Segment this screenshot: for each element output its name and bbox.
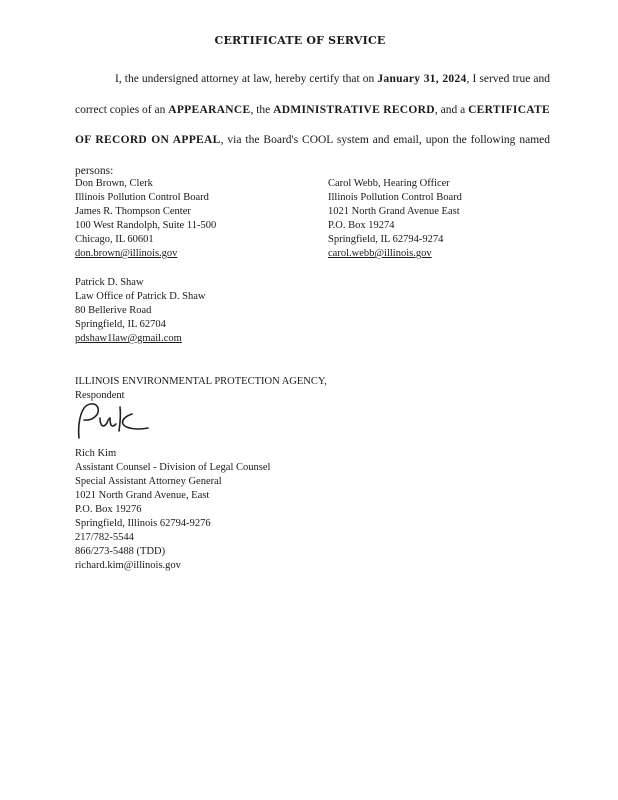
- para-text-3: , the: [250, 103, 274, 116]
- party-role: Respondent: [75, 390, 125, 401]
- shaw-firm: Law Office of Patrick D. Shaw: [75, 291, 206, 302]
- para-text-1: I, the undersigned attorney at law, hereby certify that on: [115, 73, 378, 85]
- signatory-address-1: 1021 North Grand Avenue, East: [75, 490, 210, 501]
- clerk-building: James R. Thompson Center: [75, 206, 191, 217]
- shaw-email-link[interactable]: pdshaw1law@gmail.com: [75, 333, 182, 344]
- clerk-email-link[interactable]: don.brown@illinois.gov: [75, 248, 178, 259]
- document-appearance: APPEARANCE: [168, 103, 251, 116]
- signatory-email[interactable]: richard.kim@illinois.gov: [75, 560, 181, 571]
- hearing-officer-name: Carol Webb, Hearing Officer: [328, 178, 450, 189]
- document-certificate-of-record: CERTIFICATE OF RECORD ON APPEAL: [75, 103, 550, 146]
- para-text-5: , via the Board's COOL system and email, upon the following named persons:: [75, 134, 550, 177]
- signatory-address-3: Springfield, Illinois 62794-9276: [75, 518, 211, 529]
- certification-paragraph: [75, 64, 550, 186]
- hearing-officer-pobox: P.O. Box 19274: [328, 220, 395, 231]
- para-text-4: , and a: [434, 103, 469, 116]
- hearing-officer-street: 1021 North Grand Avenue East: [328, 206, 460, 217]
- clerk-street: 100 West Randolph, Suite 11-500: [75, 220, 217, 231]
- signatory-tdd: 866/273-5488 (TDD): [75, 546, 166, 557]
- service-date: January 31, 2024: [377, 73, 467, 85]
- signatory-name: Rich Kim: [75, 448, 117, 459]
- signatory-phone: 217/782-5544: [75, 532, 134, 543]
- clerk-name: Don Brown, Clerk: [75, 178, 153, 189]
- recipient-shaw: [75, 276, 205, 346]
- agency-name: ILLINOIS ENVIRONMENTAL PROTECTION AGENCY,: [75, 376, 327, 387]
- hearing-officer-city: Springfield, IL 62794-9274: [328, 234, 444, 245]
- signatory-title-2: Special Assistant Attorney General: [75, 476, 222, 487]
- signatory-details: [75, 447, 270, 573]
- para-text-2: , I served true and correct copies of an: [75, 73, 550, 116]
- hearing-officer-org: Illinois Pollution Control Board: [328, 192, 462, 203]
- hearing-officer-email-link[interactable]: carol.webb@illinois.gov: [328, 248, 432, 259]
- clerk-city: Chicago, IL 60601: [75, 234, 154, 245]
- signatory-address-2: P.O. Box 19276: [75, 504, 142, 515]
- shaw-city: Springfield, IL 62704: [75, 319, 166, 330]
- signatory-title-1: Assistant Counsel - Division of Legal Counsel: [75, 462, 271, 473]
- recipient-hearing-officer: [328, 177, 462, 261]
- shaw-name: Patrick D. Shaw: [75, 277, 144, 288]
- document-administrative-record: ADMINISTRATIVE RECORD: [273, 103, 435, 116]
- page-title: CERTIFICATE OF SERVICE: [214, 34, 386, 47]
- clerk-org: Illinois Pollution Control Board: [75, 192, 209, 203]
- recipient-clerk: [75, 177, 216, 261]
- handwritten-signature: [70, 398, 160, 450]
- shaw-street: 80 Bellerive Road: [75, 305, 152, 316]
